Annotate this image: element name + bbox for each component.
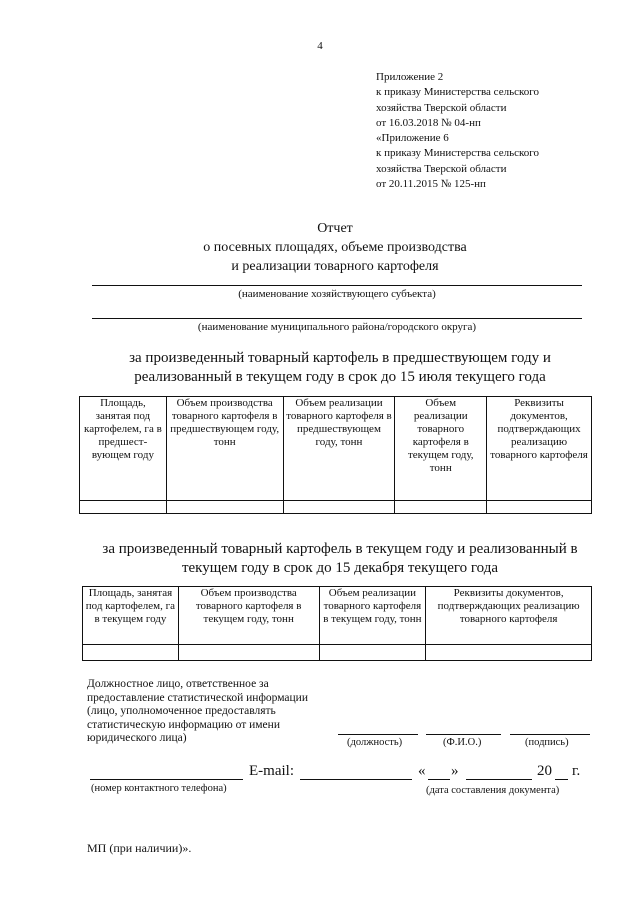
signature-caption: (подпись) bbox=[525, 737, 569, 748]
responsible-official-text: Должностное лицо, ответственное за предоставление статистической информации (лицо, уполномоченное предоставлять статистическую информацию от имени юридического лица) bbox=[87, 678, 308, 745]
appendix-line: к приказу Министерства сельского bbox=[376, 86, 539, 99]
appendix-line: Приложение 2 bbox=[376, 71, 444, 83]
signature-field[interactable] bbox=[510, 734, 590, 735]
title-line: о посевных площадях, объеме производства bbox=[203, 240, 467, 255]
name-caption: (Ф.И.О.) bbox=[443, 737, 482, 748]
table-input-cell[interactable] bbox=[83, 645, 179, 661]
appendix-line: от 20.11.2015 № 125-нп bbox=[376, 178, 486, 191]
district-name-field[interactable] bbox=[92, 318, 582, 319]
appendix-line: «Приложение 6 bbox=[376, 132, 449, 145]
year-field[interactable] bbox=[555, 779, 568, 780]
section1-heading bbox=[60, 349, 620, 387]
table-input-cell[interactable] bbox=[395, 501, 487, 514]
title-line: и реализации товарного картофеля bbox=[231, 259, 439, 274]
stamp-note: МП (при наличии)». bbox=[87, 841, 192, 855]
full-name-field[interactable] bbox=[426, 734, 501, 735]
email-label: E-mail: bbox=[249, 763, 294, 779]
appendix-line: от 16.03.2018 № 04-нп bbox=[376, 116, 481, 129]
position-field[interactable] bbox=[338, 734, 418, 735]
date-open-quote: « bbox=[418, 763, 426, 779]
appendix-line: хозяйства Тверской области bbox=[376, 101, 507, 114]
table-header-cell: Площадь, занятая под картофелем, га в текущем году bbox=[83, 587, 179, 645]
section1-heading-line: реализованный в текущем году в срок до 15 июля текущего года bbox=[134, 369, 546, 385]
section1-table bbox=[79, 396, 592, 514]
section2-heading-line: за произведенный товарный картофель в текущем году и реализованный в bbox=[102, 541, 578, 557]
table-header-cell: Объем производства товарного картофеля в текущем году, тонн bbox=[178, 587, 319, 645]
year-prefix: 20 bbox=[537, 763, 552, 779]
document-title bbox=[0, 219, 640, 276]
page-number: 4 bbox=[317, 40, 323, 52]
section2-table bbox=[82, 586, 592, 661]
section1-heading-line: за произведенный товарный картофель в предшествующем году и bbox=[129, 350, 551, 366]
table-input-cell[interactable] bbox=[487, 501, 592, 514]
entity-caption: (наименование хозяйствующего субъекта) bbox=[238, 288, 436, 300]
table-header-cell: Реквизиты документов, подтверждающих реализацию товарного картофеля bbox=[426, 587, 592, 645]
table-input-cell[interactable] bbox=[178, 645, 319, 661]
day-field[interactable] bbox=[428, 779, 450, 780]
table-header-cell: Объем реализации товарного картофеля в текущем году, тонн bbox=[319, 587, 426, 645]
month-field[interactable] bbox=[466, 779, 532, 780]
position-caption: (должность) bbox=[347, 737, 403, 748]
section2-heading-line: текущем году в срок до 15 декабря текущего года bbox=[181, 560, 499, 576]
table-header-cell: Объем производства товарного картофеля в предшествующем году, тонн bbox=[166, 397, 283, 501]
title-line: Отчет bbox=[317, 221, 353, 236]
table-input-cell[interactable] bbox=[319, 645, 426, 661]
email-field[interactable] bbox=[300, 779, 412, 780]
year-suffix: г. bbox=[572, 763, 581, 779]
date-caption: (дата составления документа) bbox=[426, 785, 560, 796]
phone-field[interactable] bbox=[90, 779, 243, 780]
appendix-line: хозяйства Тверской области bbox=[376, 162, 507, 175]
table-input-cell[interactable] bbox=[426, 645, 592, 661]
phone-caption: (номер контактного телефона) bbox=[91, 783, 227, 794]
district-caption: (наименование муниципального района/городского округа) bbox=[197, 321, 477, 333]
appendix-line: к приказу Министерства сельского bbox=[376, 147, 539, 160]
entity-name-field[interactable] bbox=[92, 285, 582, 286]
table-input-cell[interactable] bbox=[283, 501, 395, 514]
date-close-quote: » bbox=[451, 763, 459, 779]
table-input-cell[interactable] bbox=[80, 501, 167, 514]
appendix-block bbox=[376, 70, 616, 192]
table-header-cell: Площадь, занятая под картофелем, га в предшест-вующем году bbox=[80, 397, 167, 501]
table-header-cell: Реквизиты документов, подтверждающих реализацию товарного картофеля bbox=[487, 397, 592, 501]
table-header-cell: Объем реализации товарного картофеля в текущем году, тонн bbox=[395, 397, 487, 501]
section2-heading bbox=[60, 540, 620, 578]
table-input-cell[interactable] bbox=[166, 501, 283, 514]
table-header-cell: Объем реализации товарного картофеля в предшествующем году, тонн bbox=[283, 397, 395, 501]
